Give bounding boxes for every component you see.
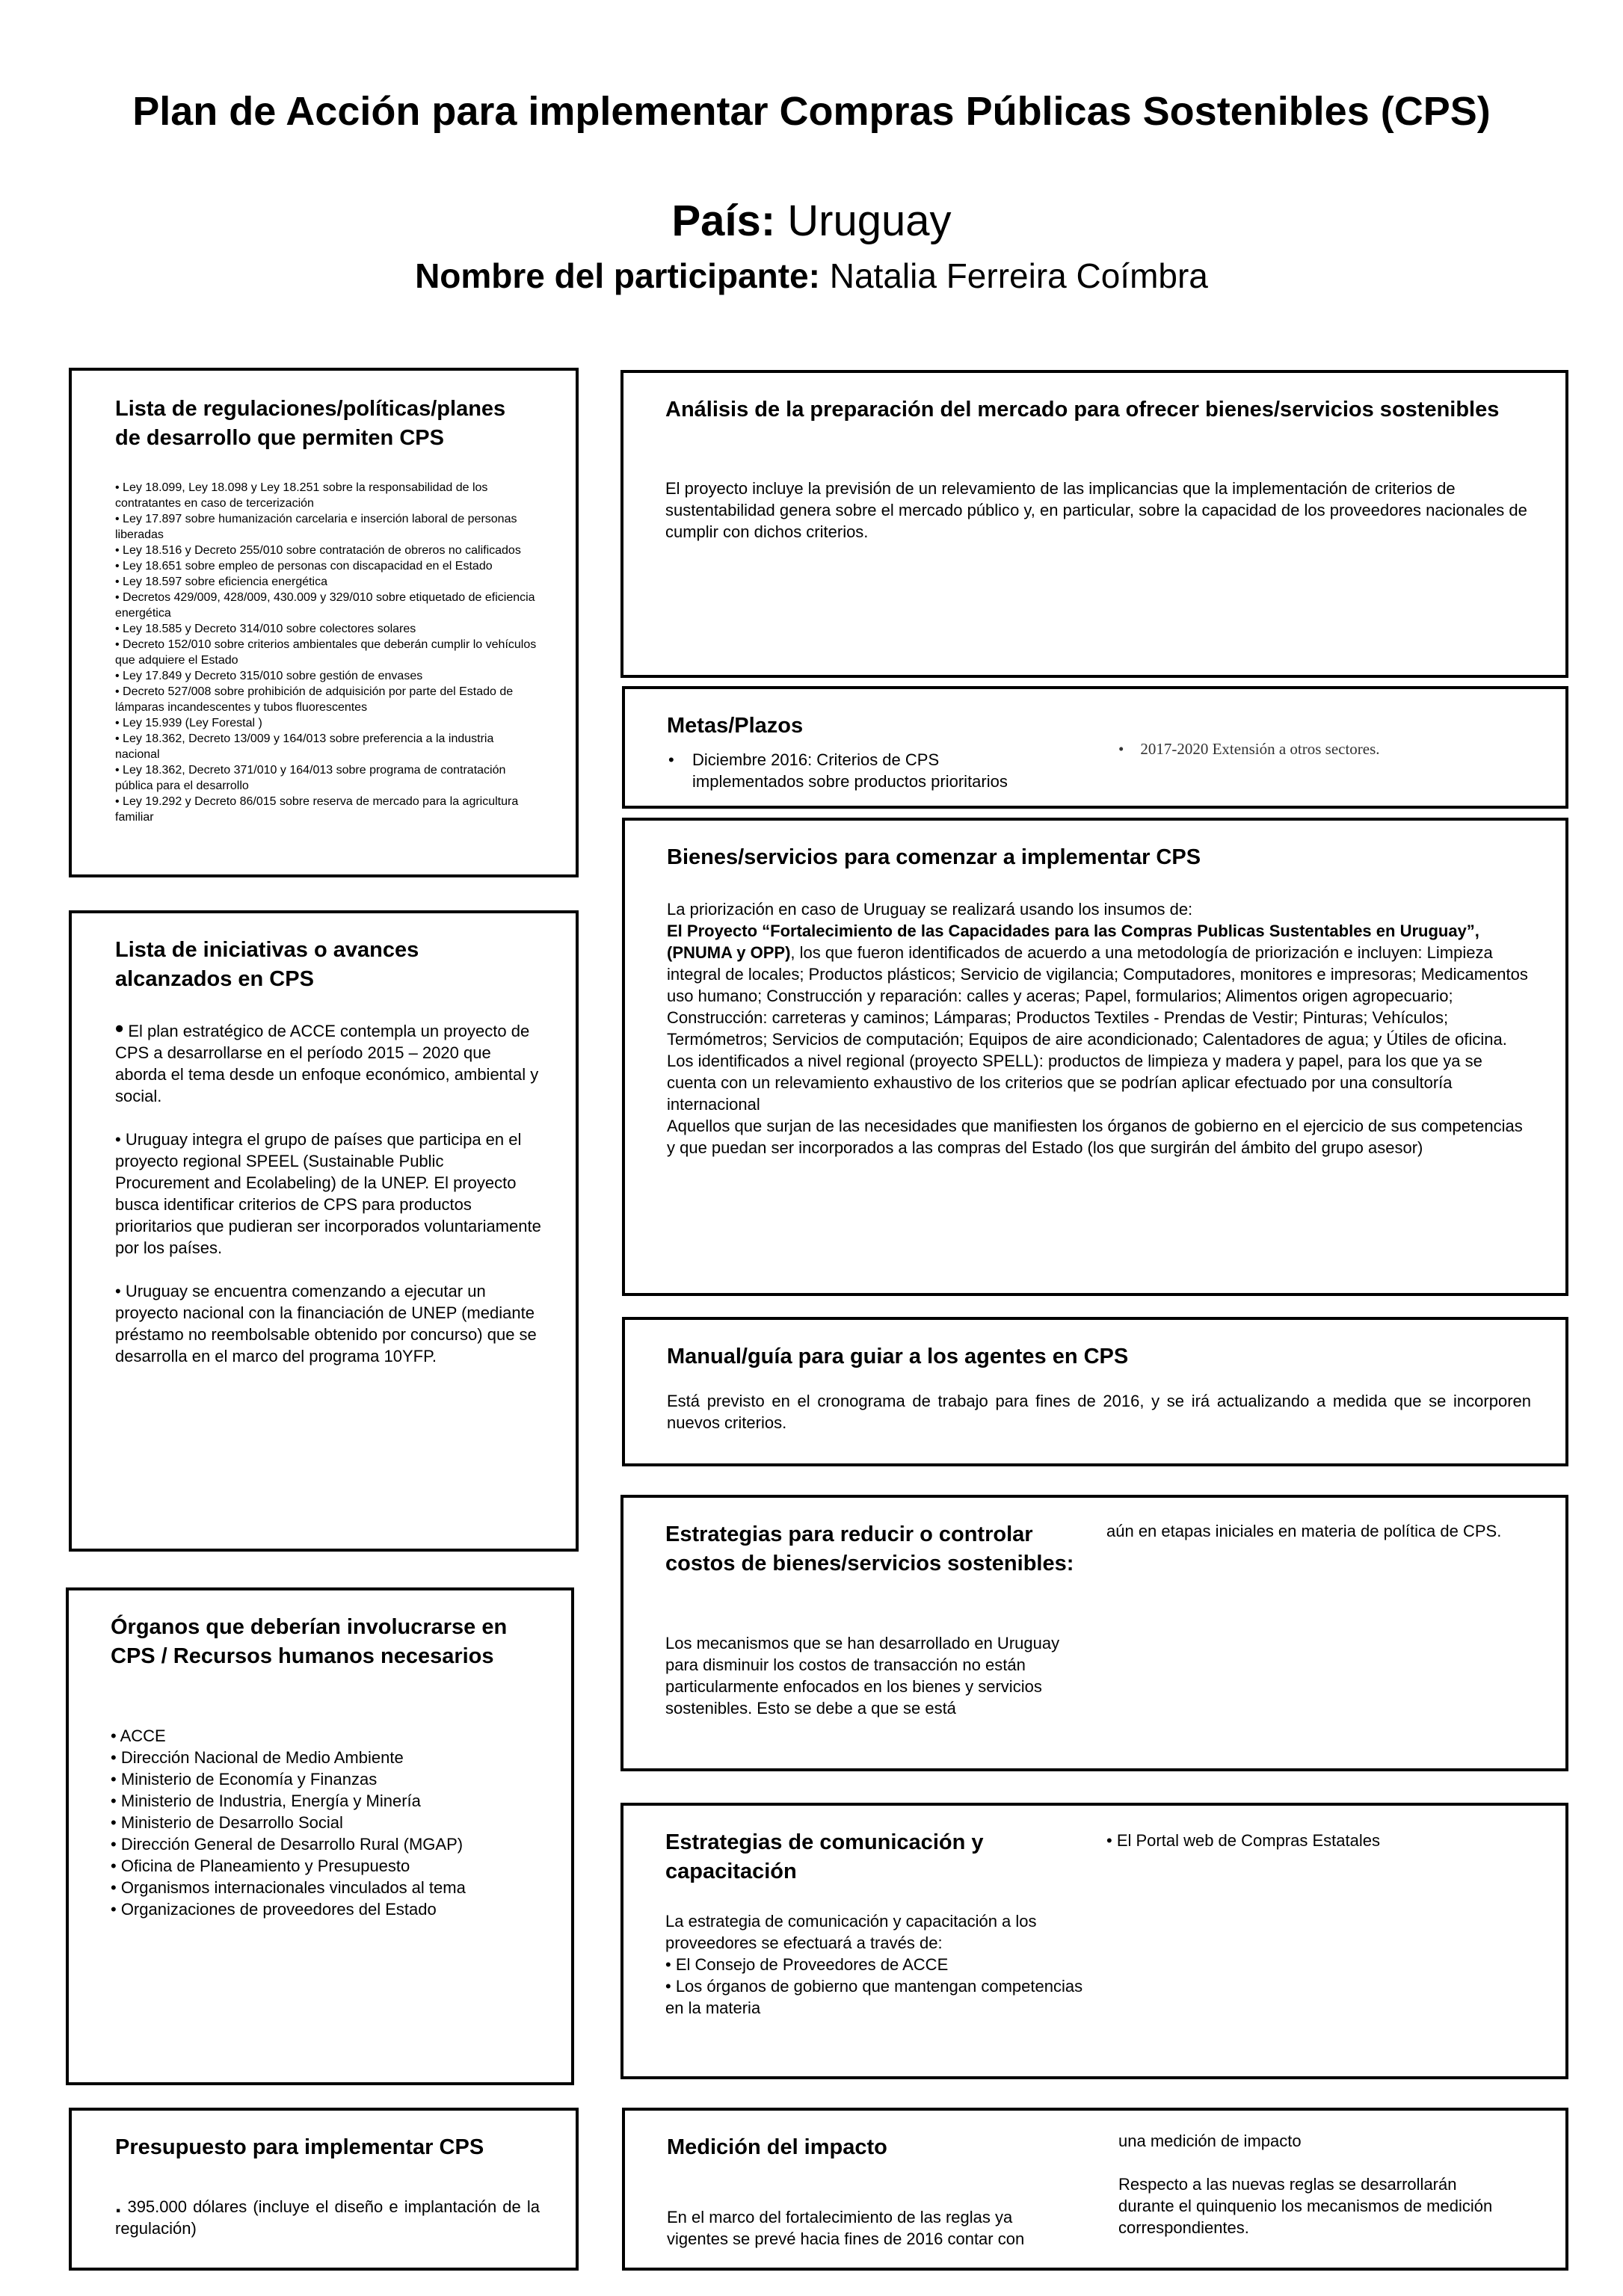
manual-heading: Manual/guía para guiar a los agentes en CPS — [667, 1345, 1129, 1368]
initiative-item: • Uruguay se encuentra comenzando a ejecutar un proyecto nacional con la financiación de UNEP (mediante préstamo no reembolsable obtenido por concurso) que se desarrolla en el marco del programa 10YFP. — [115, 1282, 537, 1365]
organ-item: • Organismos internacionales vinculados al tema — [111, 1878, 466, 1897]
manual-box — [622, 1317, 1568, 1466]
costs-body-right: aún en etapas iniciales en materia de política de CPS. — [1106, 1522, 1502, 1540]
organ-item: • Ministerio de Industria, Energía y Minería — [111, 1792, 421, 1810]
communication-heading: Estrategias de comunicación y capacitación — [665, 1830, 984, 1883]
regulation-item: • Ley 17.897 sobre humanización carcelaria e inserción laboral de personas liberadas — [115, 513, 517, 541]
regulation-item: • Ley 18.651 sobre empleo de personas con discapacidad en el Estado — [115, 560, 493, 573]
goals-item-1: • Diciembre 2016: Criterios de CPS implementados sobre productos prioritarios — [668, 750, 1008, 791]
regulation-item: • Ley 17.849 y Decreto 315/010 sobre gestión de envases — [115, 670, 423, 682]
organ-item: • Dirección General de Desarrollo Rural (MGAP) — [111, 1835, 464, 1854]
country-value: Uruguay — [787, 197, 952, 245]
costs-heading: Estrategias para reducir o controlar costos de bienes/servicios sostenibles: — [665, 1522, 1074, 1576]
initiative-item: • Uruguay integra el grupo de países que participa en el proyecto regional SPEEL (Sustainable Public Procurement and Ecolabeling) de la UNEP. El proyecto busca identificar criterios de CPS para productos prioritarios que pudieran ser incorporados voluntariamente por los países. — [115, 1130, 541, 1257]
regulations-heading: Lista de regulaciones/políticas/planes de desarrollo que permiten CPS — [115, 397, 506, 450]
market-heading: Análisis de la preparación del mercado para ofrecer bienes/servicios sostenibles — [665, 398, 1500, 422]
goals-box — [622, 686, 1568, 809]
communication-item: • Los órganos de gobierno que mantengan competencias en la materia — [665, 1977, 1083, 2017]
organ-item: • Oficina de Planeamiento y Presupuesto — [111, 1857, 410, 1875]
communication-item: • El Consejo de Proveedores de ACCE — [665, 1955, 949, 1974]
costs-body-left: Los mecanismos que se han desarrollado en Uruguay para disminuir los costos de transacción no están particularmente enfocados en los bienes y servicios sostenibles. Esto se debe a que se está — [665, 1634, 1060, 1718]
participant-line — [0, 256, 1623, 296]
impact-body-right: una medición de impacto Respecto a las nuevas reglas se desarrollarán durante el quinquenio los mecanismos de medición correspondientes. — [1118, 2132, 1493, 2237]
initiatives-box — [69, 910, 579, 1552]
goals-item-2: • 2017-2020 Extensión a otros sectores. — [1118, 740, 1380, 758]
regulation-item: • Ley 18.362, Decreto 13/009 y 164/013 sobre preferencia a la industria nacional — [115, 732, 494, 761]
organ-item: • ACCE — [111, 1726, 166, 1745]
budget-heading: Presupuesto para implementar CPS — [115, 2135, 484, 2159]
impact-box — [622, 2108, 1568, 2271]
goals-heading: Metas/Plazos — [667, 714, 804, 738]
organs-box — [66, 1587, 574, 2085]
budget-body: . 395.000 dólares (incluye el diseño e implantación de la regulación) — [115, 2193, 540, 2238]
organ-item: • Dirección Nacional de Medio Ambiente — [111, 1748, 404, 1767]
impact-body-left: En el marco del fortalecimiento de las reglas ya vigentes se prevé hacia fines de 2016 contar con — [667, 2208, 1025, 2248]
organ-item: • Ministerio de Desarrollo Social — [111, 1813, 343, 1832]
regulation-item: • Ley 19.292 y Decreto 86/015 sobre reserva de mercado para la agricultura familiar — [115, 795, 519, 824]
communication-item: • El Portal web de Compras Estatales — [1106, 1831, 1380, 1850]
participant-label: Nombre del participante: — [415, 256, 820, 295]
organs-heading: Órganos que deberían involucrarse en CPS / Recursos humanos necesarios — [111, 1615, 508, 1668]
regulation-item: • Ley 15.939 (Ley Forestal ) — [115, 717, 262, 729]
costs-box — [620, 1495, 1568, 1771]
participant-value: Natalia Ferreira Coímbra — [829, 256, 1208, 295]
country-line — [0, 196, 1623, 246]
regulation-item: • Decreto 152/010 sobre criterios ambientales que deberán cumplir lo vehículos que adquiere el Estado — [115, 638, 537, 667]
goods-body: La priorización en caso de Uruguay se realizará usando los insumos de: El Proyecto “Fortalecimiento de las Capacidades para las Compras Publicas Sustentables en Uruguay”, (PNUMA y OPP), los que fueron identificados de acuerdo a una metodología de priorización e incluyen: Limpieza integral de locales; Productos plásticos; Servicio de vigilancia; Computadores, monitores e impresoras; Medicamentos uso humano; Construcción y reparación: calles y aceras; Papel, formularios; Alimentos origen agropecuario; Construcción: carreteras y caminos; Lámparas; Productos Textiles - Prendas de Vestir; Pinturas; Vehículos; Termómetros; Servicios de computación; Equipos de aire acondicionado; Calentadores de agua; y Útiles de oficina. Los identificados a nivel regional (proyecto SPELL): productos de limpieza y madera y papel, para los que ya se cuenta con un relevamiento exhaustivo de los criterios que se podrían aplicar efectuado por una consultoría internacional Aquellos que surjan de las necesidades que manifiesten los órganos de gobierno en el ejercicio de sus competencias y que puedan ser incorporados a las compras del Estado (los que surgirán del ámbito del grupo asesor) — [667, 900, 1528, 1157]
goods-heading: Bienes/servicios para comenzar a implementar CPS — [667, 845, 1201, 869]
regulation-item: • Ley 18.099, Ley 18.098 y Ley 18.251 sobre la responsabilidad de los contratantes en caso de tercerización — [115, 481, 488, 510]
manual-body: Está previsto en el cronograma de trabajo para fines de 2016, y se irá actualizando a medida que se incorporen nuevos criterios. — [667, 1392, 1531, 1432]
communication-body: La estrategia de comunicación y capacitación a los proveedores se efectuará a través de: • El Consejo de Proveedores de ACCE • Los órganos de gobierno que mantengan competencias en la materia — [665, 1912, 1083, 2017]
regulation-item: • Ley 18.597 sobre eficiencia energética — [115, 575, 328, 588]
regulation-item: • Ley 18.585 y Decreto 314/010 sobre colectores solares — [115, 623, 416, 635]
regulations-box — [69, 368, 579, 877]
market-body: El proyecto incluye la previsión de un relevamiento de las implicancias que la implementación de criterios de sustentabilidad genera sobre el mercado público y, en particular, sobre la capacidad de los proveedores nacionales de cumplir con dichos criterios. — [665, 479, 1527, 541]
initiatives-body — [115, 1015, 541, 1367]
market-box — [620, 370, 1568, 678]
regulation-item: • Ley 18.516 y Decreto 255/010 sobre contratación de obreros no calificados — [115, 544, 521, 557]
organ-item: • Ministerio de Economía y Finanzas — [111, 1770, 378, 1789]
organs-list — [111, 1725, 544, 1920]
initiative-item: • El plan estratégico de ACCE contempla un proyecto de CPS a desarrollarse en el período 2015 – 2020 que aborda el tema desde un enfoque económico, ambiental y social. — [115, 1015, 539, 1105]
impact-heading: Medición del impacto — [667, 2135, 887, 2159]
country-label: País: — [671, 197, 776, 245]
initiatives-heading: Lista de iniciativas o avances alcanzados en CPS — [115, 938, 419, 991]
organ-item: • Organizaciones de proveedores del Estado — [111, 1900, 437, 1919]
regulations-list — [115, 480, 541, 825]
regulation-item: • Decretos 429/009, 428/009, 430.009 y 329/010 sobre etiquetado de eficiencia energética — [115, 591, 535, 620]
page-title: Plan de Acción para implementar Compras Públicas Sostenibles (CPS) — [132, 89, 1491, 134]
budget-box — [69, 2108, 579, 2271]
regulation-item: • Decreto 527/008 sobre prohibición de adquisición por parte del Estado de lámparas incandescentes y tubos fluorescentes — [115, 685, 514, 714]
regulation-item: • Ley 18.362, Decreto 371/010 y 164/013 sobre programa de contratación pública para el desarrollo — [115, 764, 506, 792]
goods-box — [622, 818, 1568, 1296]
communication-box — [620, 1803, 1568, 2079]
